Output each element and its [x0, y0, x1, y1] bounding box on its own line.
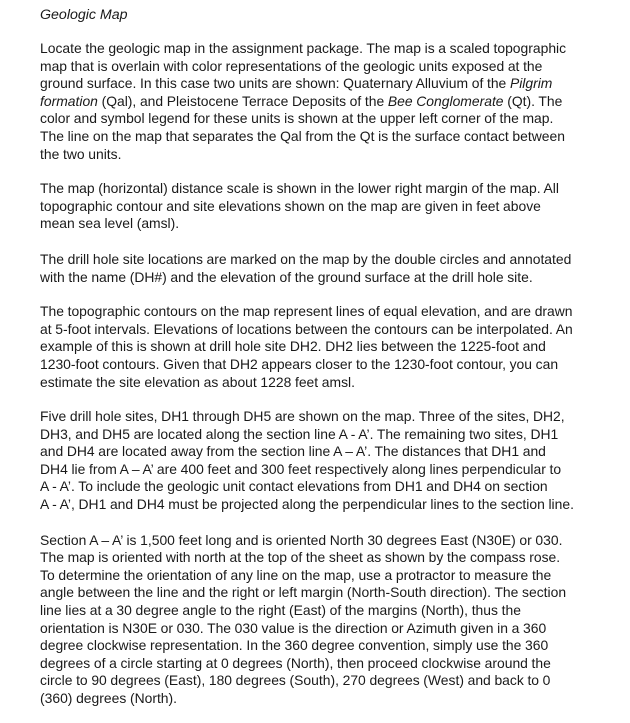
- text-line: To determine the orientation of any line on the map, use a protractor to measure the: [40, 566, 552, 583]
- text-line: color and symbol legend for these units is shown at the upper left corner of the map.: [40, 110, 554, 127]
- text-line: circle to 90 degrees (East), 180 degrees (South), 270 degrees (West) and back to 0: [40, 672, 551, 689]
- text-line: degrees of a circle starting at 0 degrees (North), then proceed clockwise around the: [40, 654, 551, 671]
- formation-name: Bee Conglomerate: [387, 92, 504, 109]
- text-line: Section A – A’ is 1,500 feet long and is oriented North 30 degrees East (N30E) or 030.: [40, 531, 563, 548]
- text-line: Locate the geologic map in the assignment package. The map is a scaled topographic: [40, 40, 567, 56]
- text-run: (Qal), and Pleistocene Terrace Deposits of the: [97, 92, 388, 109]
- text-line: orientation is N30E or 030. The 030 value is the direction or Azimuth given in a 360: [40, 619, 547, 636]
- text-line: the two units.: [40, 145, 122, 162]
- paragraph-topographic-contours: [40, 303, 615, 391]
- text-line: at 5-foot intervals. Elevations of locations between the contours can be interpolated. An: [40, 320, 573, 337]
- text-line: DH3, and DH5 are located along the section line A - A’. The remaining two sites, DH1: [40, 425, 559, 442]
- text-line: and DH4 are located away from the section line A – A’. The distances that DH1 and: [40, 443, 546, 460]
- text-run: (Qt). The: [503, 92, 563, 109]
- text-line: line lies at a 30 degree angle to the right (East) of the margins (North), thus the: [40, 602, 521, 619]
- formation-name: Pilgrim: [509, 75, 553, 92]
- paragraph-drill-hole-sites: [40, 251, 615, 286]
- text-line: mean sea level (amsl).: [40, 215, 180, 232]
- text-line: angle between the line and the right or left margin (North-South direction). The section: [40, 584, 567, 601]
- text-line: The line on the map that separates the Qal from the Qt is the surface contact between: [40, 127, 565, 144]
- text-line: The map (horizontal) distance scale is shown in the lower right margin of the map. All: [40, 180, 559, 197]
- text-line: (360) degrees (North).: [40, 690, 178, 706]
- text-line: The drill hole site locations are marked on the map by the double circles and annotated: [40, 250, 572, 267]
- text-line: topographic contour and site elevations shown on the map are given in feet above: [40, 197, 541, 214]
- paragraph-five-drill-holes: [40, 408, 615, 514]
- text-line: example of this is shown at drill hole site DH2. DH2 lies between the 1225-foot and: [40, 338, 546, 355]
- paragraph-distance-scale: [40, 180, 615, 233]
- text-line: The map is oriented with north at the top of the sheet as shown by the compass rose.: [40, 549, 561, 566]
- text-line: Five drill hole sites, DH1 through DH5 are shown on the map. Three of the sites, DH2,: [40, 408, 565, 425]
- text-line: DH4 lie from A – A’ are 400 feet and 300 feet respectively along lines perpendicular to: [40, 460, 562, 477]
- text-run: ground surface. In this case two units are shown: Quaternary Alluvium of the: [40, 75, 510, 92]
- paragraph-section-orientation: [40, 532, 615, 708]
- formation-name: formation: [40, 92, 98, 109]
- page-heading: Geologic Map: [40, 7, 128, 23]
- paragraph-geologic-units: [40, 40, 615, 163]
- text-line: A - A’, DH1 and DH4 must be projected along the perpendicular lines to the section line.: [40, 496, 574, 513]
- text-line: [40, 75, 615, 93]
- text-line: A - A’. To include the geologic unit contact elevations from DH1 and DH4 on section: [40, 478, 548, 495]
- text-line: map that is overlain with color representations of the geologic units exposed at the: [40, 57, 543, 74]
- text-line: The topographic contours on the map represent lines of equal elevation, and are drawn: [40, 303, 573, 320]
- text-line: [40, 93, 615, 111]
- text-line: estimate the site elevation as about 1228 feet amsl.: [40, 373, 355, 390]
- document-page: [40, 0, 615, 708]
- text-line: degree clockwise representation. In the 360 degree convention, simply use the 360: [40, 637, 549, 654]
- text-line: with the name (DH#) and the elevation of the ground surface at the drill hole site.: [40, 268, 533, 285]
- text-line: 1230-foot contours. Given that DH2 appears closer to the 1230-foot contour, you can: [40, 355, 559, 372]
